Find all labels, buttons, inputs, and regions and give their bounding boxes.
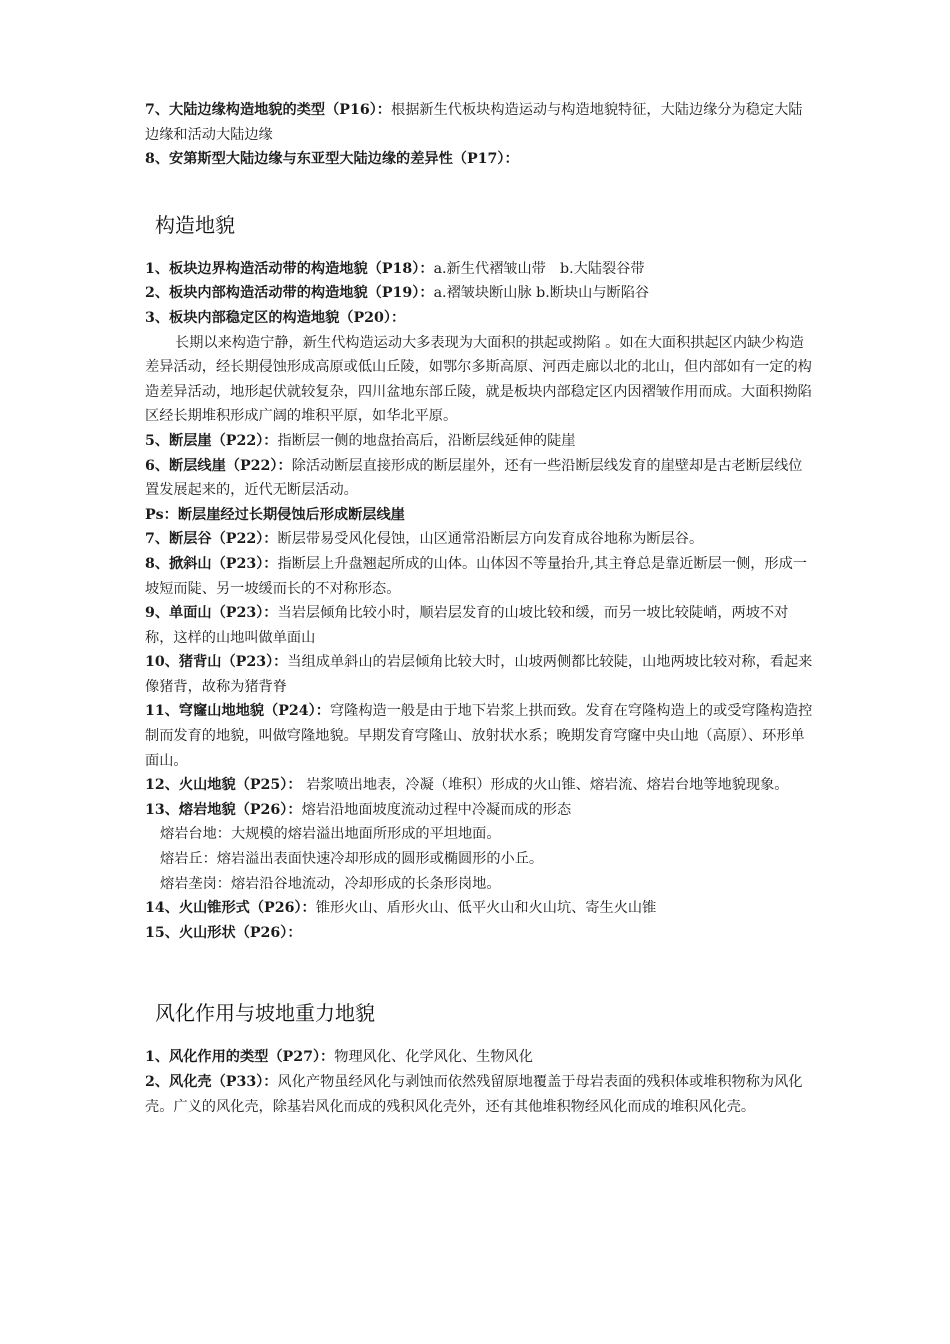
section-title-weathering: 风化作用与坡地重力地貌 <box>155 1001 375 1026</box>
item-text: 根据新生代板块构造运动与构造地貌特征，大陆边缘分为稳定大陆边缘和活动大陆边缘 <box>145 102 803 143</box>
item-1 <box>145 257 813 282</box>
item-3 <box>145 306 813 331</box>
item-heading: 14、火山锥形式（P26）： <box>145 900 316 917</box>
item-heading: 10、猪背山（P23）： <box>145 654 288 671</box>
item-text: 断层带易受风化侵蚀，山区通常沿断层方向发育成谷地称为断层谷。 <box>277 531 704 548</box>
item-heading: 1、风化作用的类型（P27）： <box>145 1049 335 1066</box>
item-heading: Ps：断层崖经过长期侵蚀后形成断层线崖 <box>145 506 405 523</box>
item-text: a.褶皱块断山脉 b.断块山与断陷谷 <box>433 285 650 302</box>
item-weathering-1 <box>145 1045 813 1070</box>
item-text: 锥形火山、盾形火山、低平火山和火山坑、寄生火山锥 <box>315 900 657 917</box>
item-heading: 7、断层谷（P22）： <box>145 531 278 548</box>
item-heading: 2、风化壳（P33）： <box>145 1074 278 1090</box>
item-ps <box>145 503 813 528</box>
item-heading: 8、安第斯型大陆边缘与东亚型大陆边缘的差异性（P17）： <box>145 151 519 168</box>
item-text: 物理风化、化学风化、生物风化 <box>334 1049 533 1066</box>
item-text: 当岩层倾角比较小时，顺岩层发育的山坡比较和缓，而另一坡比较陡峭，两坡不对称，这样的山地叫做单面山 <box>145 605 789 646</box>
item-heading: 11、穹窿山地地貌（P24）： <box>145 703 330 720</box>
item-heading: 13、熔岩地貌（P26）： <box>145 801 302 818</box>
item-8 <box>145 552 813 601</box>
item-text: 穹隆构造一般是由于地下岩浆上拱而致。发育在穹隆构造上的或受穹隆构造控制而发育的地貌，叫做穹隆地貌。早期发育穹隆山、放射状水系；晚期发育穹窿中央山地（高原）、环形单面山。 <box>145 703 813 769</box>
item-2 <box>145 281 813 306</box>
item-15 <box>145 921 813 946</box>
item-heading: 8、掀斜山（P23）： <box>145 555 278 572</box>
item-9 <box>145 601 813 650</box>
item-7 <box>145 527 813 552</box>
item-text: 岩浆喷出地表，冷凝（堆积）形成的火山锥、熔岩流、熔岩台地等地貌现象。 <box>301 777 789 794</box>
item-top-8 <box>145 147 813 172</box>
item-text: a.新生代褶皱山带 b.大陆裂谷带 <box>433 260 645 277</box>
item-text: 当组成单斜山的岩层倾角比较大时，山坡两侧都比较陡，山地两坡比较对称，看起来像猪背，故称为猪背脊 <box>145 654 813 695</box>
item-5 <box>145 429 813 454</box>
item-heading: 6、断层线崖（P22）： <box>145 457 292 474</box>
item-6 <box>145 454 813 503</box>
item-heading: 5、断层崖（P22）： <box>145 432 278 449</box>
item-heading: 12、火山地貌（P25）： <box>145 777 302 794</box>
document-page <box>145 98 813 1119</box>
item-heading: 3、板块内部稳定区的构造地貌（P20）： <box>145 309 406 326</box>
sub-item-lava-ridge: 熔岩垄岗：熔岩沿谷地流动，冷却形成的长条形岗地。 <box>160 875 501 892</box>
item-text: 除活动断层直接形成的断层崖外，还有一些沿断层线发育的崖壁却是古老断层线位置发展起来的，近代无断层活动。 <box>145 457 803 499</box>
sub-item-lava-hill: 熔岩丘：熔岩溢出表面快速冷却形成的圆形或椭圆形的小丘。 <box>160 851 544 868</box>
item-10 <box>145 650 813 699</box>
item-text: 指断层上升盘翘起所成的山体。山体因不等量抬升,其主脊总是靠近断层一侧，形成一坡短而陡、另一坡缓而长的不对称形态。 <box>145 555 807 597</box>
item-heading: 2、板块内部构造活动带的构造地貌（P19）： <box>145 285 434 302</box>
item-heading: 9、单面山（P23）： <box>145 605 278 622</box>
item-text: 风化产物虽经风化与剥蚀而依然残留原地覆盖于母岩表面的残积体或堆积物称为风化壳。广义的风化壳，除基岩风化而成的残积风化壳外，还有其他堆积物经风化而成的堆积风化壳。 <box>145 1074 803 1115</box>
paragraph-stable-region: 长期以来构造宁静，新生代构造运动大多表现为大面积的拱起或拗陷 。如在大面积拱起区内缺少构造差异活动，经长期侵蚀形成高原或低山丘陵，如鄂尔多斯高原、河西走廊以北的北山，但内部如有一定的构造差异活动，地形起伏就较复杂，四川盆地东部丘陵，就是板块内部稳定区内因褶皱作用而成。大面积拗陷区经长期堆积形成广阔的堆积平原，如华北平原。 <box>145 334 812 425</box>
item-13 <box>145 798 813 823</box>
item-text: 熔岩沿地面坡度流动过程中冷凝而成的形态 <box>301 801 572 818</box>
sub-item-lava-plateau: 熔岩台地：大规模的熔岩溢出地面所形成的平坦地面。 <box>160 826 501 843</box>
section-title-tectonic: 构造地貌 <box>155 212 235 237</box>
item-top-7 <box>145 98 813 147</box>
item-text: 指断层一侧的地盘抬高后，沿断层线延伸的陡崖 <box>277 432 576 449</box>
item-weathering-2 <box>145 1070 813 1119</box>
item-11 <box>145 699 813 773</box>
item-heading: 7、大陆边缘构造地貌的类型（P16）： <box>145 102 391 118</box>
item-12 <box>145 773 813 798</box>
item-heading: 1、板块边界构造活动带的构造地貌（P18）： <box>145 260 434 277</box>
item-heading: 15、火山形状（P26）： <box>145 924 302 941</box>
item-14 <box>145 896 813 921</box>
